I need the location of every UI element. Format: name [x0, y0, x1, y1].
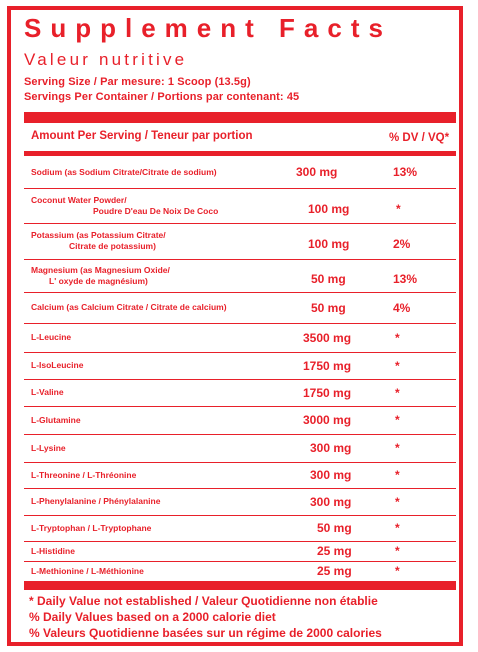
nutrient-name	[31, 496, 160, 507]
nutrient-name	[31, 195, 218, 217]
nutrient-dv: *	[395, 385, 400, 400]
nutrient-name-line1: Magnesium (as Magnesium Oxide/	[31, 264, 170, 275]
nutrient-dv: *	[395, 330, 400, 345]
row-divider	[24, 323, 456, 324]
header-dv: % DV / VQ*	[389, 132, 450, 144]
nutrient-name-line1: L-IsoLeucine	[31, 360, 84, 370]
row-divider	[24, 561, 456, 562]
nutrient-name	[31, 265, 170, 287]
nutrient-dv: *	[395, 544, 400, 558]
nutrient-name-line2: L' oxyde de magnésium)	[49, 275, 148, 286]
header-amount: Amount Per Serving / Teneur par portion	[31, 130, 253, 142]
nutrient-name-line1: L-Histidine	[31, 545, 75, 556]
nutrient-name	[31, 230, 166, 252]
row-divider	[24, 259, 456, 260]
nutrient-name-line1: L-Valine	[31, 387, 64, 397]
nutrient-amount: 3000 mg	[303, 413, 352, 427]
nutrient-name	[31, 546, 75, 557]
nutrient-name	[31, 302, 227, 313]
nutrient-amount: 300 mg	[296, 165, 338, 179]
row-divider	[24, 406, 456, 407]
nutrient-amount: 50 mg	[317, 521, 352, 535]
label-title: Supplement Facts	[24, 13, 392, 43]
nutrient-dv: *	[395, 494, 400, 509]
bottom-thick-rule	[24, 581, 456, 590]
nutrient-dv: *	[395, 413, 400, 427]
nutrient-dv: *	[395, 521, 400, 535]
nutrient-name-line1: L-Threonine / L-Thréonine	[31, 469, 137, 480]
nutrient-dv: *	[395, 358, 400, 373]
nutrient-amount: 300 mg	[310, 441, 352, 455]
nutrient-name-line1: L-Lysine	[31, 442, 66, 453]
nutrient-amount: 50 mg	[311, 300, 346, 315]
nutrient-dv: 2%	[393, 237, 411, 251]
row-divider	[24, 188, 456, 189]
top-thick-rule	[24, 112, 456, 123]
row-divider	[24, 352, 456, 353]
nutrient-name-line1: L-Phenylalanine / Phénylalanine	[31, 496, 161, 506]
footnote-calorie-diet-fr: % Valeurs Quotidienne basées sur un régime de 2000 calories	[29, 626, 382, 640]
row-divider	[24, 434, 456, 435]
nutrient-amount: 300 mg	[310, 468, 352, 482]
nutrient-name	[31, 470, 136, 481]
row-divider	[24, 462, 456, 463]
nutrient-name	[31, 415, 81, 426]
nutrient-amount: 100 mg	[308, 201, 350, 216]
nutrient-name-line1: L-Tryptophan / L-Tryptophane	[31, 522, 152, 533]
row-divider	[24, 541, 456, 542]
supplement-facts-panel	[7, 6, 463, 646]
footnote-dv-not-established: * Daily Value not established / Valeur Quotidienne non établie	[29, 594, 378, 608]
nutrient-name	[31, 523, 151, 534]
nutrient-amount: 1750 mg	[303, 358, 352, 373]
nutrient-dv: 13%	[393, 165, 418, 179]
nutrient-name-line2: Citrate de potassium)	[69, 241, 156, 251]
nutrient-name	[31, 332, 71, 343]
nutrient-name	[31, 167, 217, 178]
nutrient-amount: 25 mg	[317, 564, 352, 578]
nutrient-name-line1: Sodium (as Sodium Citrate/Citrate de sodium)	[31, 166, 217, 177]
nutrient-name-line1: Potassium (as Potassium Citrate/	[31, 230, 166, 240]
nutrient-name-line2: Poudre D'eau De Noix De Coco	[93, 205, 219, 216]
row-divider	[24, 223, 456, 224]
nutrient-dv: *	[396, 201, 401, 216]
footnote-calorie-diet: % Daily Values based on a 2000 calorie diet	[29, 610, 276, 624]
row-divider	[24, 292, 456, 293]
nutrient-dv: 13%	[393, 271, 418, 286]
nutrient-name-line1: Coconut Water Powder/	[31, 194, 127, 205]
nutrient-name-line1: L-Glutamine	[31, 414, 81, 425]
nutrient-amount: 50 mg	[311, 271, 346, 286]
nutrient-amount: 100 mg	[308, 237, 350, 251]
nutrient-dv: *	[395, 441, 400, 455]
nutrient-name	[31, 566, 144, 577]
row-divider	[24, 515, 456, 516]
nutrient-name-line1: Calcium (as Calcium Citrate / Citrate de calcium)	[31, 302, 227, 312]
header-rule	[24, 151, 456, 156]
nutrient-name-line1: L-Leucine	[31, 332, 72, 342]
nutrient-name	[31, 387, 64, 398]
row-divider	[24, 379, 456, 380]
nutrient-name	[31, 360, 83, 371]
nutrient-dv: 4%	[393, 300, 411, 315]
nutrient-amount: 300 mg	[310, 494, 352, 509]
nutrient-amount: 3500 mg	[303, 330, 352, 345]
serving-size: Serving Size / Par mesure: 1 Scoop (13.5g)	[24, 76, 251, 88]
nutrient-name-line1: L-Methionine / L-Méthionine	[31, 565, 144, 576]
nutrient-amount: 25 mg	[317, 544, 352, 558]
nutrient-amount: 1750 mg	[303, 385, 352, 400]
servings-per-container: Servings Per Container / Portions par contenant: 45	[24, 91, 300, 103]
nutrient-name	[31, 443, 66, 454]
label-subtitle: Valeur nutritive	[24, 50, 188, 69]
nutrient-dv: *	[395, 564, 400, 578]
nutrient-dv: *	[395, 468, 400, 482]
row-divider	[24, 488, 456, 489]
